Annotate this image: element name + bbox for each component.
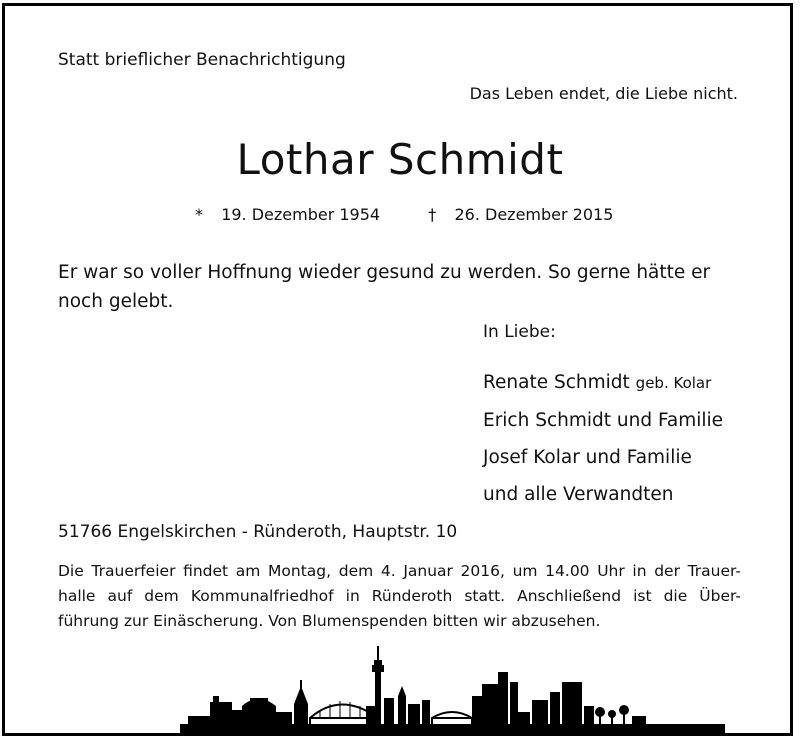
funeral-line: führung zur Einäscherung. Von Blumenspenden bitten wir abzusehen.	[58, 612, 601, 630]
memorial-text: Er war so voller Hoffnung wieder gesund zu werden. So gerne hätte er noch gelebt.	[58, 262, 711, 312]
mourner-line: Josef Kolar und Familie	[483, 447, 692, 468]
birth-date: 19. Dezember 1954	[221, 205, 381, 224]
mourner-name: Renate Schmidt	[483, 372, 630, 393]
mourner-line: und alle Verwandten	[483, 484, 674, 505]
maiden-name-note: geb. Kolar	[635, 374, 712, 392]
death-date: 26. Dezember 2015	[454, 205, 614, 224]
in-love-label: In Liebe:	[483, 322, 556, 342]
mourner-line	[483, 364, 723, 402]
funeral-line: Die Trauerfeier findet am Montag, dem 4. Januar 2016, um 14.00 Uhr in der Trauer-	[58, 562, 741, 580]
intro-line: Statt brieflicher Benachrichtigung	[58, 50, 346, 70]
deceased-name: Lothar Schmidt	[236, 135, 564, 184]
mourners-list	[483, 364, 723, 513]
funeral-details	[58, 559, 741, 634]
birth-symbol: *	[195, 205, 203, 224]
funeral-line: halle auf dem Kommunalfriedhof in Ründeroth statt. Anschließend ist die Über-	[58, 587, 741, 605]
mourner-line: Erich Schmidt und Familie	[483, 410, 724, 431]
city-skyline-image	[180, 640, 725, 736]
life-dates	[195, 205, 613, 224]
motto-line: Das Leben endet, die Liebe nicht.	[469, 84, 738, 103]
death-symbol: †	[428, 205, 437, 224]
family-address: 51766 Engelskirchen - Ründeroth, Hauptstr. 10	[58, 522, 458, 542]
